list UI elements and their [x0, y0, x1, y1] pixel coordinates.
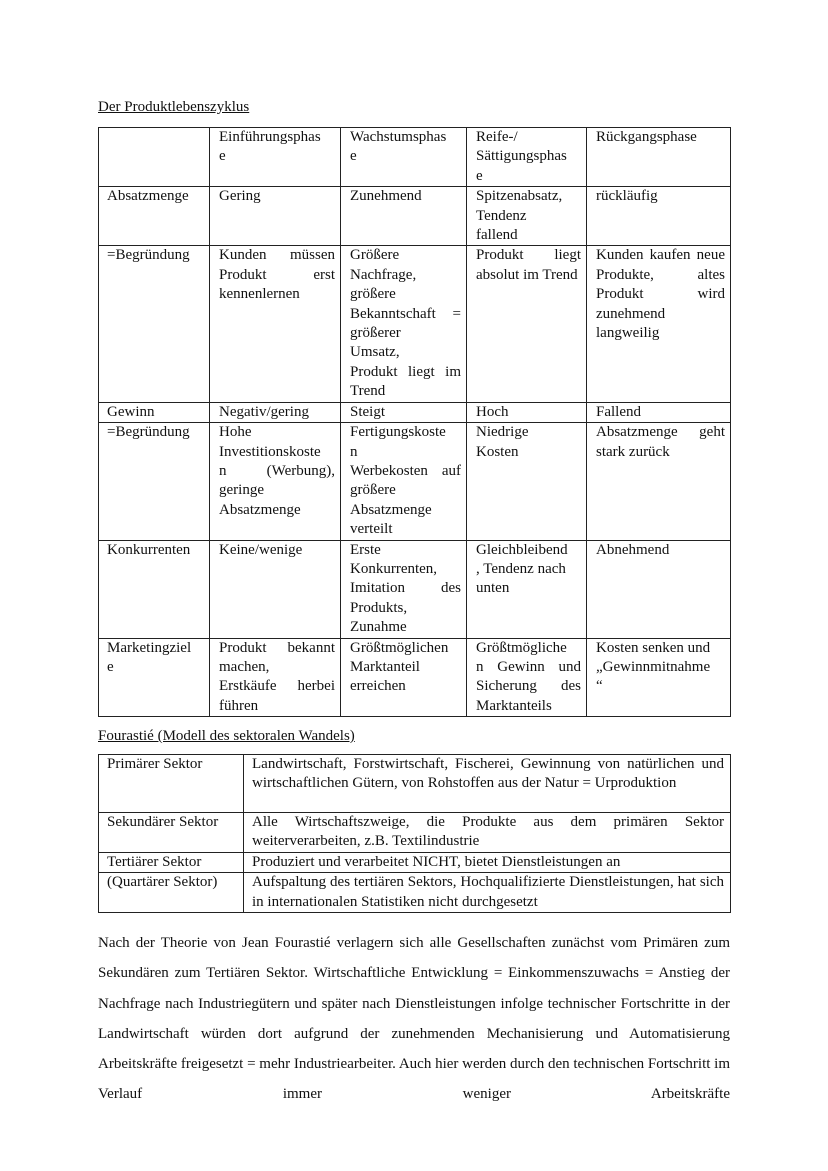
table-cell: Größtmögliche n Gewinn und Sicherung des Marktanteils	[467, 638, 587, 717]
table-cell: Absatzmenge geht stark zurück	[587, 423, 731, 540]
sector-description-cell: Produziert und verarbeitet NICHT, bietet Dienstleistungen an	[244, 852, 731, 872]
table-header-row	[99, 128, 731, 187]
table-row	[99, 402, 731, 422]
sector-description-cell: Landwirtschaft, Forstwirtschaft, Fischerei, Gewinnung von natürlichen und wirtschaftlichen Gütern, von Rohstoffen aus der Natur = Urproduktion	[244, 755, 731, 813]
body-paragraph: Nach der Theorie von Jean Fourastié verlagern sich alle Gesellschaften zunächst vom Primären zum Sekundären zum Tertiären Sektor. Wirtschaftliche Entwicklung = Einkommenszuwachs = Anstieg der Nachfrage nach Industriegütern und später nach Dienstleistungen infolge technischer Fortschritte in der Landwirtschaft würden dort aufgrund der zunehmenden Mechanisierung und Automatisierung Arbeitskräfte freigesetzt = mehr Industriearbeiter. Auch hier werden durch den technischen Fortschritt im Verlauf immer weniger Arbeitskräfte	[98, 935, 730, 1103]
table-cell: Keine/wenige	[210, 540, 341, 638]
table-cell: Erste Konkurrenten, Imitation des Produkts, Zunahme	[341, 540, 467, 638]
table-cell: Kunden kaufen neue Produkte, altes Produkt wird zunehmend langweilig	[587, 246, 731, 402]
table-row	[99, 813, 731, 853]
sector-description-cell: Alle Wirtschaftszweige, die Produkte aus dem primären Sektor weiterverarbeiten, z.B. Textilindustrie	[244, 813, 731, 853]
table-cell: Größtmöglichen Marktanteil erreichen	[341, 638, 467, 717]
table-row	[99, 246, 731, 402]
table-cell: Hoch	[467, 402, 587, 422]
row-label-cell: Marketingziel e	[99, 638, 210, 717]
sector-name-cell: (Quartärer Sektor)	[99, 873, 244, 913]
table-header-cell: Reife-/ Sättigungsphas e	[467, 128, 587, 187]
table-row	[99, 540, 731, 638]
table-row	[99, 423, 731, 540]
sector-name-cell: Sekundärer Sektor	[99, 813, 244, 853]
table-header-cell: Rückgangsphase	[587, 128, 731, 187]
product-lifecycle-heading: Der Produktlebenszyklus	[98, 99, 250, 115]
row-label-cell: =Begründung	[99, 423, 210, 540]
sector-name-cell: Tertiärer Sektor	[99, 852, 244, 872]
table-cell: rückläufig	[587, 187, 731, 246]
table-cell: Fallend	[587, 402, 731, 422]
table-cell: Negativ/gering	[210, 402, 341, 422]
fourastie-heading: Fourastié (Modell des sektoralen Wandels)	[98, 728, 355, 744]
table-cell: Hohe Investitionskoste n (Werbung), geringe Absatzmenge	[210, 423, 341, 540]
table-header-cell	[99, 128, 210, 187]
table-cell: Steigt	[341, 402, 467, 422]
table-cell: Zunehmend	[341, 187, 467, 246]
table-row	[99, 755, 731, 813]
table-row	[99, 852, 731, 872]
table-header-cell: Einführungsphas e	[210, 128, 341, 187]
sector-description-cell: Aufspaltung des tertiären Sektors, Hochqualifizierte Dienstleistungen, hat sich in internationalen Statistiken nicht durchgesetzt	[244, 873, 731, 913]
sector-model-table	[98, 754, 731, 913]
table-cell: Gleichbleibend , Tendenz nach unten	[467, 540, 587, 638]
table-cell: Größere Nachfrage, größere Bekanntschaft = größerer Umsatz, Produkt liegt im Trend	[341, 246, 467, 402]
table-cell: Kunden müssen Produkt erst kennenlernen	[210, 246, 341, 402]
table-row	[99, 187, 731, 246]
table-cell: Fertigungskoste n Werbekosten auf größere Absatzmenge verteilt	[341, 423, 467, 540]
product-lifecycle-table	[98, 127, 731, 717]
table-cell: Produkt bekannt machen, Erstkäufe herbei führen	[210, 638, 341, 717]
table-row	[99, 873, 731, 913]
table-cell: Gering	[210, 187, 341, 246]
table-cell: Kosten senken und „Gewinnmitnahme “	[587, 638, 731, 717]
row-label-cell: =Begründung	[99, 246, 210, 402]
table-cell: Niedrige Kosten	[467, 423, 587, 540]
table-row	[99, 638, 731, 717]
table-cell: Spitzenabsatz, Tendenz fallend	[467, 187, 587, 246]
row-label-cell: Absatzmenge	[99, 187, 210, 246]
table-cell: Produkt liegt absolut im Trend	[467, 246, 587, 402]
table-cell: Abnehmend	[587, 540, 731, 638]
row-label-cell: Konkurrenten	[99, 540, 210, 638]
sector-name-cell: Primärer Sektor	[99, 755, 244, 813]
row-label-cell: Gewinn	[99, 402, 210, 422]
table-header-cell: Wachstumsphas e	[341, 128, 467, 187]
